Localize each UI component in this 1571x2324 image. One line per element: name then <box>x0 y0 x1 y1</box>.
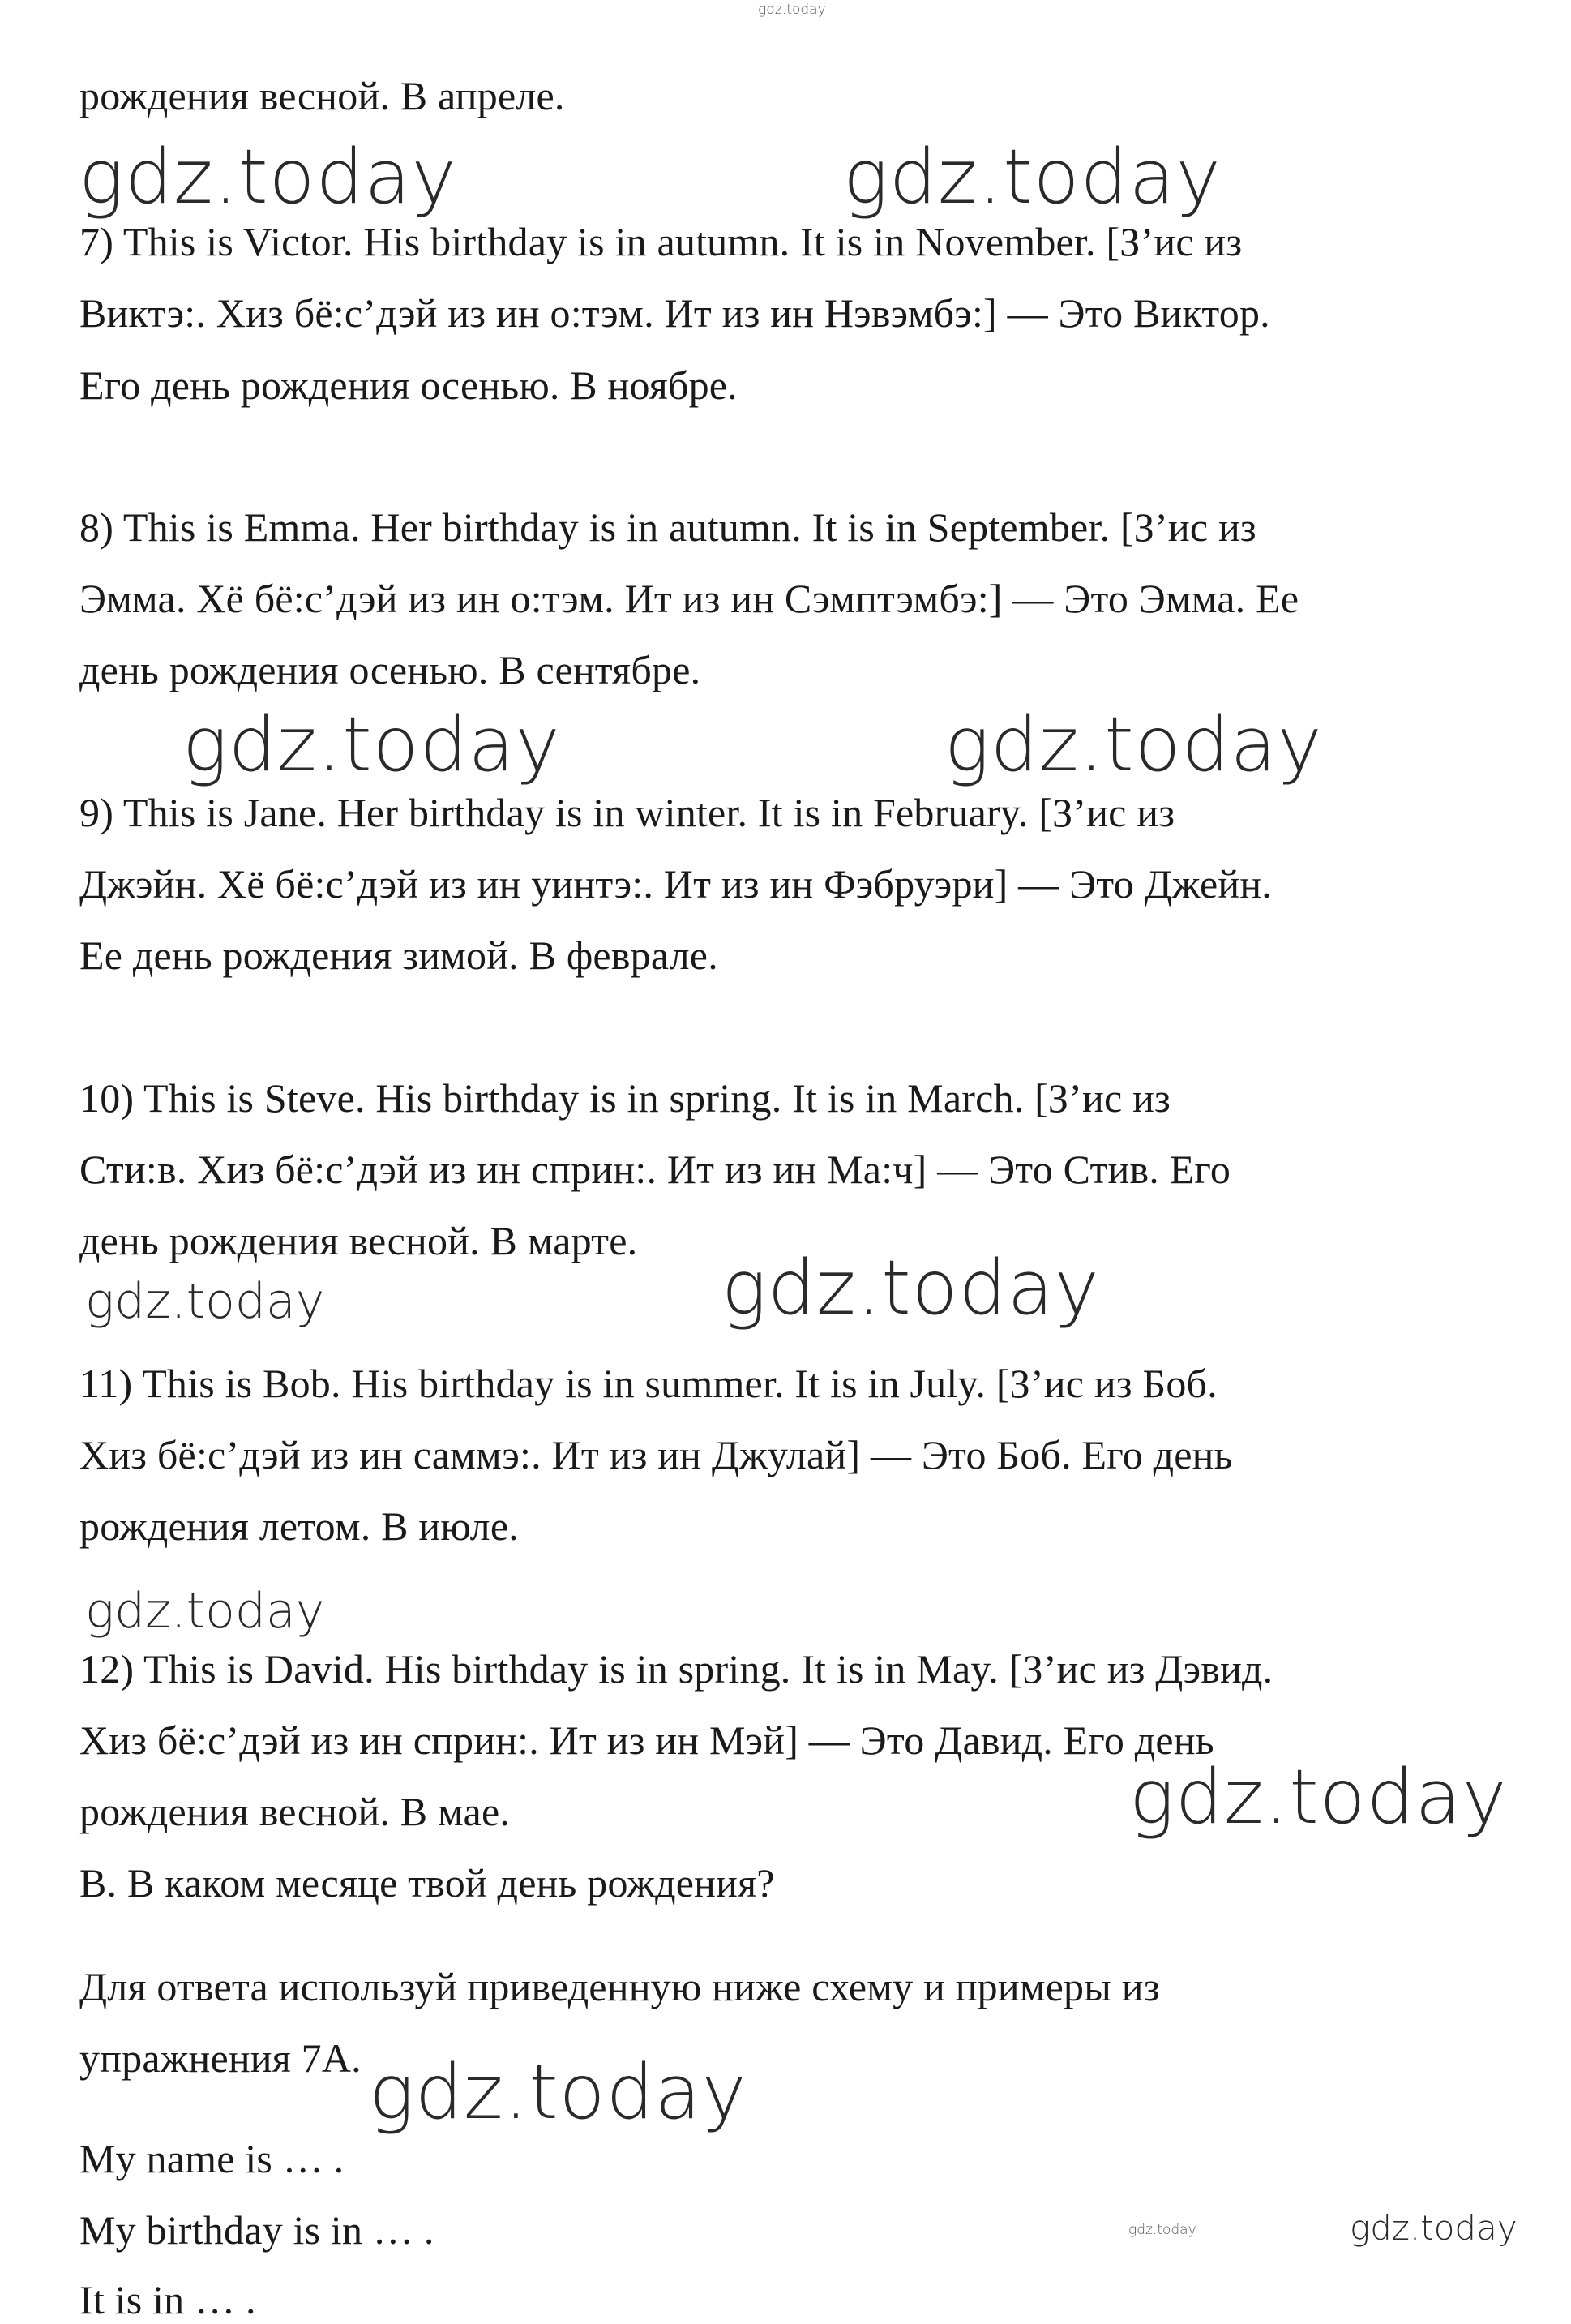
text-line: Эмма. Хё бё:с’дэй из ин о:тэм. Ит из ин Сэмптэмбэ:] — Это Эмма. Ее <box>79 576 1299 621</box>
text-line: 11) This is Bob. His birthday is in summer. It is in July. [З’ис из Боб. <box>79 1361 1218 1406</box>
text-line: Сти:в. Хиз бё:с’дэй из ин сприн:. Ит из ин Ма:ч] — Это Стив. Его <box>79 1147 1231 1192</box>
text-line: B. В каком месяце твой день рождения? <box>79 1860 775 1906</box>
text-line: 9) This is Jane. Her birthday is in winter. It is in February. [З’ис из <box>79 790 1175 835</box>
watermark: gdz.today <box>721 1244 1100 1331</box>
text-line: 12) This is David. His birthday is in spring. It is in May. [З’ис из Дэвид. <box>79 1646 1273 1692</box>
text-line: 7) This is Victor. His birthday is in autumn. It is in November. [З’ис из <box>79 219 1243 264</box>
watermark: gdz.today <box>182 701 561 788</box>
text-line: My name is … . <box>79 2136 345 2181</box>
watermark: gdz.today <box>944 701 1323 788</box>
text-line: Ее день рождения зимой. В феврале. <box>79 933 718 978</box>
text-line: день рождения осенью. В сентябре. <box>79 647 701 692</box>
text-line: рождения весной. В апреле. <box>79 73 565 118</box>
text-line: Для ответа используй приведенную ниже схему и примеры из <box>79 1964 1160 2009</box>
watermark: gdz.today <box>1350 2208 1517 2248</box>
text-line: Его день рождения осенью. В ноябре. <box>79 362 738 408</box>
text-line: 10) This is Steve. His birthday is in spring. It is in March. [З’ис из <box>79 1075 1171 1121</box>
watermark: gdz.today <box>369 2048 747 2136</box>
watermark: gdz.today <box>758 2 826 18</box>
text-line: рождения летом. В июле. <box>79 1503 519 1549</box>
text-line: Хиз бё:с’дэй из ин саммэ:. Ит из ин Джулай] — Это Боб. Его день <box>79 1432 1233 1477</box>
watermark: gdz.today <box>1129 1753 1508 1841</box>
watermark: gdz.today <box>85 1273 325 1330</box>
text-line: 8) This is Emma. Her birthday is in autumn. It is in September. [З’ис из <box>79 504 1256 550</box>
watermark: gdz.today <box>843 133 1222 221</box>
text-line: рождения весной. В мае. <box>79 1789 511 1834</box>
text-line: день рождения весной. В марте. <box>79 1218 638 1263</box>
watermark: gdz.today <box>79 133 457 221</box>
watermark: gdz.today <box>85 1583 325 1640</box>
text-line: Хиз бё:с’дэй из ин сприн:. Ит из ин Мэй] — Это Давид. Его день <box>79 1717 1214 1763</box>
watermark: gdz.today <box>1128 2222 1196 2238</box>
text-line: It is in … . <box>79 2277 256 2322</box>
text-line: My birthday is in … . <box>79 2207 434 2253</box>
text-line: упражнения 7А. <box>79 2035 362 2081</box>
text-line: Виктэ:. Хиз бё:с’дэй из ин о:тэм. Ит из ин Нэвэмбэ:] — Это Виктор. <box>79 290 1270 336</box>
text-line: Джэйн. Хё бё:с’дэй из ин уинтэ:. Ит из ин Фэбруэри] — Это Джейн. <box>79 861 1272 907</box>
